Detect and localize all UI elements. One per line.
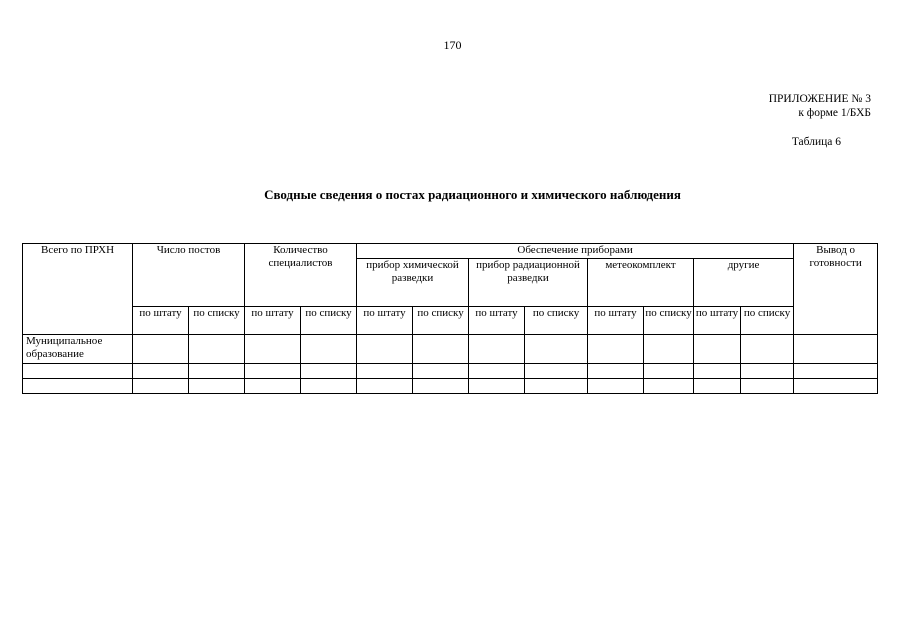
document-title: Сводные сведения о постах радиационного и химического наблюдения — [264, 187, 681, 202]
table-cell — [469, 364, 525, 379]
rad-by-list: по списку — [525, 307, 588, 335]
chem-by-list: по списку — [413, 307, 469, 335]
row-label — [23, 364, 133, 379]
table-cell — [189, 379, 245, 394]
appendix-line2: к форме 1/БХБ — [798, 107, 871, 119]
table-cell — [413, 335, 469, 364]
table-cell — [741, 335, 794, 364]
table-cell — [357, 364, 413, 379]
table-cell — [133, 379, 189, 394]
page-number: 170 — [443, 38, 462, 52]
table-cell — [357, 335, 413, 364]
header-row-3 — [23, 307, 878, 335]
table-row — [23, 364, 878, 379]
table-cell — [644, 335, 694, 364]
table-cell — [525, 335, 588, 364]
table-cell — [794, 335, 878, 364]
table-cell — [588, 335, 644, 364]
header-rad: прибор радиационной разведки — [469, 259, 588, 307]
header-total: Всего по ПРХН — [23, 244, 133, 335]
table-cell — [469, 335, 525, 364]
other-by-staff: по штату — [694, 307, 741, 335]
table-cell — [469, 379, 525, 394]
rad-by-staff: по штату — [469, 307, 525, 335]
header-posts: Число постов — [133, 244, 245, 307]
header-row-1 — [23, 244, 878, 259]
summary-table — [22, 243, 878, 394]
table-cell — [588, 364, 644, 379]
table-cell — [525, 364, 588, 379]
header-specialists: Количество специалистов — [245, 244, 357, 307]
table-cell — [189, 364, 245, 379]
header-other: другие — [694, 259, 794, 307]
table-cell — [694, 379, 741, 394]
table-cell — [413, 379, 469, 394]
header-meteo: метеокомплект — [588, 259, 694, 307]
table-cell — [741, 364, 794, 379]
table-cell — [794, 379, 878, 394]
table-cell — [588, 379, 644, 394]
table-cell — [245, 379, 301, 394]
table-cell — [357, 379, 413, 394]
table-cell — [245, 335, 301, 364]
posts-by-list: по списку — [189, 307, 245, 335]
header-readiness: Вывод о готовности — [794, 244, 878, 335]
other-by-list: по списку — [741, 307, 794, 335]
chem-by-staff: по штату — [357, 307, 413, 335]
table-cell — [794, 364, 878, 379]
table-cell — [694, 364, 741, 379]
table-cell — [301, 379, 357, 394]
specialists-by-staff: по штату — [245, 307, 301, 335]
posts-by-staff: по штату — [133, 307, 189, 335]
row-label: Муниципальное образование — [23, 335, 133, 364]
table-cell — [741, 379, 794, 394]
table-cell — [189, 335, 245, 364]
table-cell — [413, 364, 469, 379]
table-label: Таблица 6 — [791, 136, 841, 148]
table-cell — [133, 364, 189, 379]
table-cell — [694, 335, 741, 364]
table-cell — [644, 379, 694, 394]
table-row — [23, 379, 878, 394]
table-cell — [644, 364, 694, 379]
table-cell — [525, 379, 588, 394]
appendix-line1: ПРИЛОЖЕНИЕ № 3 — [768, 93, 871, 105]
row-label — [23, 379, 133, 394]
table-cell — [301, 335, 357, 364]
header-equipment: Обеспечение приборами — [357, 244, 794, 259]
specialists-by-list: по списку — [301, 307, 357, 335]
header-chem: прибор химической разведки — [357, 259, 469, 307]
meteo-by-staff: по штату — [588, 307, 644, 335]
table-cell — [245, 364, 301, 379]
meteo-by-list: по списку — [644, 307, 694, 335]
appendix-block — [769, 92, 871, 120]
table-cell — [301, 364, 357, 379]
table-row — [23, 335, 878, 364]
table-cell — [133, 335, 189, 364]
